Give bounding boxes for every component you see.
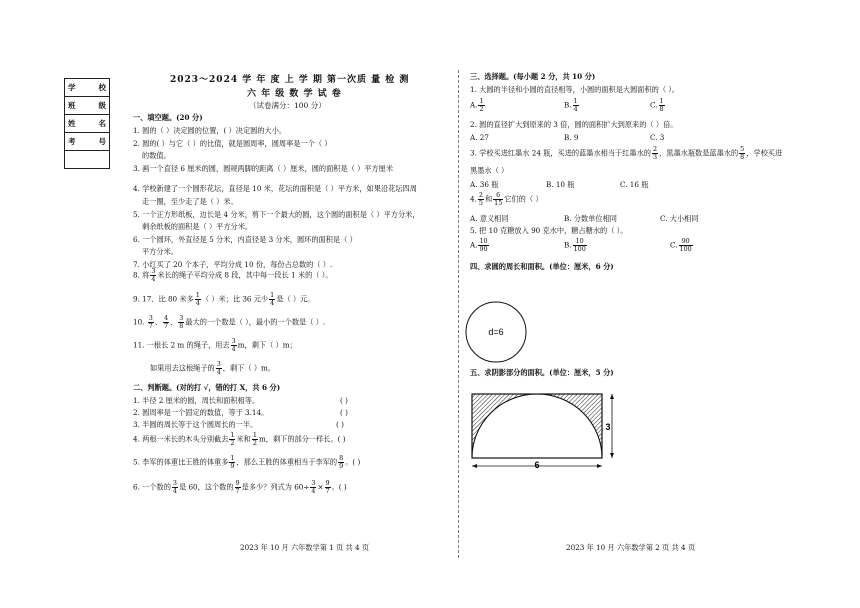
s2-q3-answer[interactable]: ( ) (336, 420, 344, 429)
s3-q3: 3. 学校买进红墨水 24 瓶，买进的蓝墨水相当于红墨水的 $\frac{2}{3}$ ，黑墨水瓶数是蓝墨水的 $\frac{5}{8}$ ，学校买进 (470, 145, 783, 161)
s3-q1-option-c[interactable]: C. $\frac{1}{8}$ (650, 97, 664, 113)
fraction: $\frac{2}{5}$ (478, 191, 483, 207)
shaded-area-figure (460, 388, 620, 478)
info-label-right: 校 (98, 83, 106, 92)
info-label-right: 名 (98, 119, 106, 128)
fraction: $\frac{1}{2}$ (230, 431, 235, 447)
section4-heading: 四、求圆的周长和面积。(单位：厘米，6 分) (470, 262, 614, 271)
s1-q5: 5. 一个正方形纸板，边长是 4 分米，剪下一个最大的圆，这个圆的面积是（ ）平方分米， (133, 210, 420, 219)
info-row (65, 133, 110, 151)
s3-q2-option-b[interactable]: B. 9 (564, 133, 579, 142)
info-cell[interactable] (65, 79, 110, 97)
height-label: 3 (605, 422, 611, 432)
s3-q1-option-b[interactable]: B. $\frac{1}{4}$ (564, 97, 578, 113)
s1-q2-cont: 的数值。 (142, 151, 171, 160)
s3-q2-option-a[interactable]: A. 27 (470, 133, 489, 142)
s1-q7: 7. 小红买了 20 个本子，平均分成 10 份，每份占总数的（ ）. (133, 260, 333, 269)
s3-q5-option-a[interactable]: A. $\frac{10}{90}$ (470, 237, 488, 253)
student-info-table (64, 78, 110, 169)
score-note: （试卷满分：100 分） (249, 101, 326, 110)
s3-q2-option-c[interactable]: C. 3 (650, 133, 665, 142)
section2-heading: 二、判断题。(对的打 √，错的打 X，共 6 分) (133, 383, 281, 392)
info-cell[interactable] (65, 115, 110, 133)
s2-q3: 3. 半圆的周长等于这个圆周长的一半。 (133, 420, 258, 429)
exam-subtitle: 六 年 级 数 学 试 卷 (247, 89, 342, 99)
info-row (65, 79, 110, 97)
info-cell[interactable] (65, 97, 110, 115)
fraction: $\frac{10}{100}$ (573, 237, 586, 253)
page-divider (458, 70, 459, 558)
fraction: $\frac{3}{4}$ (231, 337, 236, 353)
section5-heading: 五、求阴影部分的面积。(单位：厘米，5 分) (470, 368, 614, 377)
fraction: $\frac{1}{8}$ (659, 97, 664, 113)
s2-q1: 1. 半径 2 厘米的圆，周长和面积相等。 (133, 396, 260, 405)
s3-q1: 1. 大圆的半径和小圆的直径相等，小圆的面积是大圆面积的（ ）。 (470, 85, 680, 94)
fraction: $\frac{1}{2}$ (479, 97, 484, 113)
info-label-left: 考 (68, 137, 76, 146)
s2-q2: 2. 圆周率是一个固定的数值，等于 3.14。 (133, 408, 269, 417)
fraction: $\frac{3}{7}$ (148, 314, 153, 330)
s1-q9: 9. 17、比 80 米多 $\frac{1}{4}$ （ ）米；比 36 元少 $\frac{1}{4}$ 是（ ）元。 (133, 291, 315, 307)
s1-q6-cont: 平方分米。 (142, 247, 178, 256)
s3-q4: 4. $\frac{2}{5}$ 和 $\frac{6}{15}$ 它们的（ ） (470, 191, 543, 207)
info-label-right: 号 (98, 137, 106, 146)
section3-heading: 三、选择题。(每小题 2 分，共 10 分) (470, 72, 596, 81)
fraction: $\frac{1}{2}$ (252, 431, 257, 447)
exam-title: 2023～2024 学 年 度 上 学 期 第一次质 量 检 测 (170, 75, 410, 85)
fraction: $\frac{3}{8}$ (179, 314, 184, 330)
fraction: $\frac{9}{7}$ (325, 479, 330, 495)
s3-q5-option-c[interactable]: C. $\frac{90}{100}$ (670, 237, 692, 253)
info-row (65, 115, 110, 133)
fraction: $\frac{9}{7}$ (235, 479, 240, 495)
info-cell[interactable] (65, 133, 110, 151)
footer-right: 2023 年 10 月 六年数学第 2 页 共 4 页 (566, 543, 696, 552)
s3-q3-option-c[interactable]: C. 16 瓶 (620, 180, 649, 189)
s1-q11: 11. 一根长 2 m 的绳子，用去 $\frac{3}{4}$ m，剩下（ ）m； (133, 337, 297, 353)
s2-q2-answer[interactable]: ( ) (340, 408, 348, 417)
fraction: $\frac{3}{4}$ (311, 479, 316, 495)
info-cell[interactable] (65, 151, 110, 169)
fraction: $\frac{8}{9}$ (339, 454, 344, 470)
info-label-right: 级 (98, 101, 106, 110)
s1-q5-cont: 剩余纸板的面积是（ ）平方分米。 (142, 222, 253, 231)
footer-left: 2023 年 10 月 六年数学第 1 页 共 4 页 (240, 543, 370, 552)
s3-q3-option-a[interactable]: A. 36 瓶 (470, 180, 499, 189)
s2-q6: 6. 一个数的 $\frac{3}{4}$ 是 60，这个数的 $\frac{9}{7}$ 是多少？列式为 60÷ $\frac{3}{4}$ × $\frac{9}{7}$ 。( ) (133, 479, 347, 495)
s3-q4-option-a[interactable]: A. 意义相同 (470, 214, 509, 223)
fraction: $\frac{2}{3}$ (653, 145, 658, 161)
s1-q4-cont: 走一圈，至少走了是（ ）米。 (142, 197, 238, 206)
s3-q5: 5. 把 10 克糖放入 90 克水中，糖占糖水的（ ）。 (470, 226, 628, 235)
s2-q4: 4. 两根一米长的木头分别截去 $\frac{1}{2}$ 米和 $\frac{1}{2}$ m，剩下的部分一样长。( ) (133, 431, 346, 447)
fraction: $\frac{4}{7}$ (164, 314, 169, 330)
s2-q1-answer[interactable]: ( ) (340, 396, 348, 405)
info-label-left: 班 (68, 101, 76, 110)
circle-figure (464, 300, 528, 364)
section1-heading: 一、填空题。(20 分) (133, 113, 203, 122)
s3-q1-option-a[interactable]: A. $\frac{1}{2}$ (470, 97, 484, 113)
s3-q5-option-b[interactable]: B. $\frac{10}{100}$ (564, 237, 586, 253)
s1-q2: 2. 圆的( ）与它（ ）的比值，就是圆周率，圆周率是一个（ ） (133, 139, 332, 148)
fraction: $\frac{5}{8}$ (740, 145, 745, 161)
s1-q10: 10. $\frac{3}{7}$ 、 $\frac{4}{7}$ 、 $\frac{3}{8}$ 最大的一个数是（ ），最小的一个数是（ ）. (133, 314, 326, 330)
fraction: $\frac{3}{4}$ (151, 267, 156, 283)
fraction: $\frac{3}{4}$ (172, 479, 177, 495)
s1-q6: 6. 一个圆环，外直径是 5 分米，内直径是 3 分米，圆环的面积是（ ） (133, 235, 357, 244)
s3-q3-cont: 黑墨水（ ） (470, 166, 509, 175)
fraction: $\frac{10}{90}$ (479, 237, 488, 253)
fraction: $\frac{90}{100}$ (679, 237, 692, 253)
fraction: $\frac{1}{4}$ (573, 97, 578, 113)
fraction: $\frac{1}{4}$ (270, 291, 275, 307)
fraction: $\frac{1}{4}$ (195, 291, 200, 307)
s1-q4: 4. 学校新建了一个圆形花坛，直径是 10 米，花坛的面积是（ ）平方米，如果沿花坛四周 (133, 184, 417, 193)
s1-q1: 1. 圆的（ ）决定圆的位置，( ）决定圆的大小。 (133, 126, 287, 135)
s3-q4-option-c[interactable]: C. 大小相同 (660, 214, 699, 223)
s1-q8: 8. 将 $\frac{3}{4}$ 米长的绳子平均分成 8 段，其中每一段长 1 米的（ ）。 (133, 267, 333, 283)
width-label: 6 (534, 460, 540, 470)
s1-q11-cont: 如果用去这根绳子的 $\frac{3}{4}$ ，剩下（ ）m。 (150, 360, 276, 376)
s3-q4-option-b[interactable]: B. 分数单位相同 (564, 214, 617, 223)
info-row (65, 151, 110, 169)
fraction: $\frac{3}{4}$ (216, 360, 221, 376)
fraction: $\frac{1}{9}$ (230, 454, 235, 470)
s2-q5: 5. 李军的体重比王胜的体重多 $\frac{1}{9}$ ，那么王胜的体重相当于李军的 $\frac{8}{9}$ 。( ) (133, 454, 361, 470)
circle-label: d=6 (488, 327, 504, 337)
s3-q2: 2. 圆的直径扩大到原来的 3 倍，圆的面积扩大到原来的（ ）倍。 (470, 120, 678, 129)
info-label-left: 姓 (68, 119, 76, 128)
s3-q3-option-b[interactable]: B. 10 瓶 (546, 180, 575, 189)
info-row (65, 97, 110, 115)
info-label-left: 学 (68, 83, 76, 92)
s1-q3: 3. 画一个直径 6 厘米的圆，圆规两脚的距离（ ）厘米，圆的面积是（ ）平方厘米 (133, 164, 394, 173)
fraction: $\frac{6}{15}$ (494, 191, 503, 207)
